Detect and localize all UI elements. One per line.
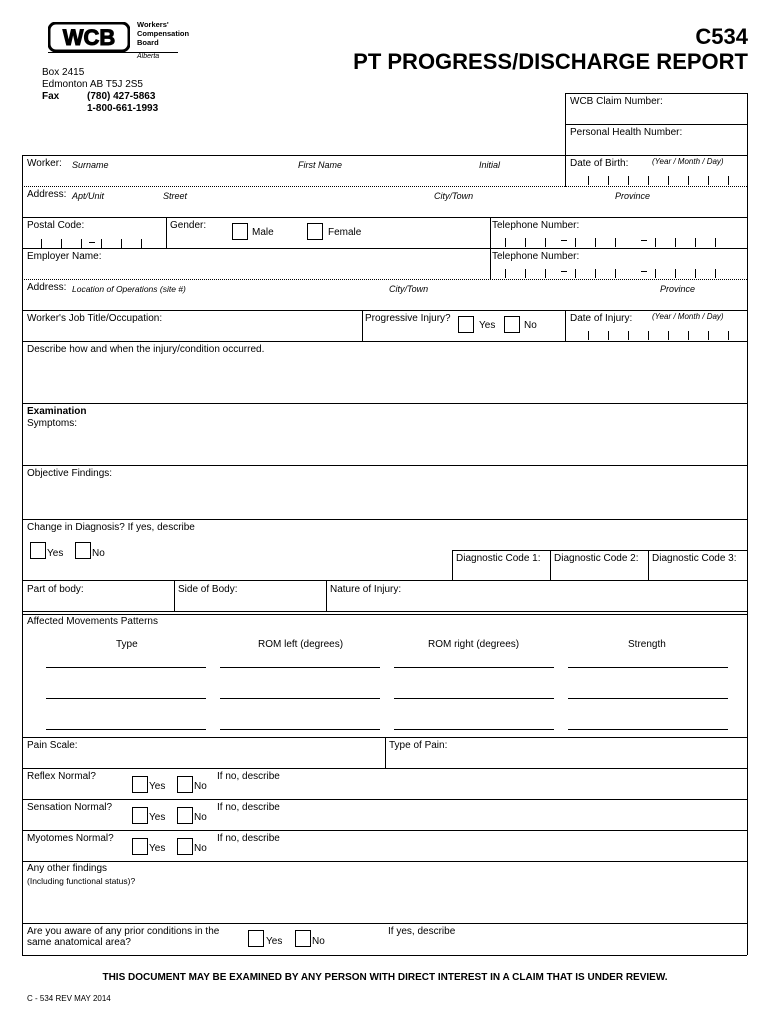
myotomes-describe-field[interactable] <box>300 832 746 860</box>
change-diagnosis-label: Change in Diagnosis? If yes, describe <box>27 522 195 533</box>
worker-telephone-label: Telephone Number: <box>492 220 580 231</box>
logo-org-line1: Workers' <box>137 20 169 29</box>
postal-code-label: Postal Code: <box>27 220 85 231</box>
sensation-no-checkbox[interactable] <box>177 807 193 824</box>
part-of-body-field[interactable] <box>23 596 173 612</box>
prior-if-yes-label: If yes, describe <box>388 926 456 937</box>
wcb-claim-number-label: WCB Claim Number: <box>570 96 663 107</box>
sensation-no-label: No <box>194 812 207 823</box>
gender-male-label: Male <box>252 227 274 238</box>
wcb-logo <box>48 22 130 52</box>
pain-scale-field[interactable] <box>23 752 384 767</box>
employer-name-field[interactable] <box>23 262 489 278</box>
worker-telephone-field[interactable] <box>491 230 746 248</box>
diagnostic-code-3-label: Diagnostic Code 3: <box>652 553 737 564</box>
doi-format: (Year / Month / Day) <box>652 312 724 321</box>
movement-rom-right-row-1[interactable] <box>394 667 554 668</box>
phn-field[interactable] <box>566 139 746 155</box>
phn-label: Personal Health Number: <box>570 127 683 138</box>
symptoms-label: Symptoms: <box>27 418 78 429</box>
pain-scale-label: Pain Scale: <box>27 740 78 751</box>
form-revision: C - 534 REV MAY 2014 <box>27 994 111 1003</box>
diagnostic-code-1-field[interactable] <box>453 565 549 580</box>
street-label: Street <box>163 191 188 201</box>
worker-name-field[interactable] <box>23 168 564 185</box>
job-title-field[interactable] <box>23 324 361 340</box>
employer-telephone-field[interactable] <box>491 261 746 279</box>
form-title: PT PROGRESS/DISCHARGE REPORT <box>353 49 748 74</box>
prior-conditions-label-line1: Are you aware of any prior conditions in the <box>27 926 220 937</box>
sensation-yes-checkbox[interactable] <box>132 807 148 824</box>
surname-label: Surname <box>72 160 109 170</box>
employer-address-field[interactable] <box>23 293 746 309</box>
movement-type-row-3[interactable] <box>46 729 206 730</box>
reflex-no-checkbox[interactable] <box>177 776 193 793</box>
diagnostic-code-1-label: Diagnostic Code 1: <box>456 553 541 564</box>
city-label: City/Town <box>434 191 474 201</box>
prior-yes-checkbox[interactable] <box>248 930 264 947</box>
employer-name-label: Employer Name: <box>27 251 102 262</box>
initial-label: Initial <box>479 160 501 170</box>
first-name-label: First Name <box>298 160 343 170</box>
objective-findings-field[interactable] <box>23 480 746 518</box>
diagnostic-code-2-field[interactable] <box>551 565 647 580</box>
employer-telephone-label: Telephone Number: <box>492 251 580 262</box>
dob-format: (Year / Month / Day) <box>652 157 724 166</box>
change-dx-no-label: No <box>92 548 105 559</box>
prior-no-checkbox[interactable] <box>295 930 311 947</box>
side-of-body-label: Side of Body: <box>178 584 238 595</box>
worker-label: Worker: <box>27 158 62 169</box>
injury-description-label: Describe how and when the injury/condition occurred. <box>27 344 265 355</box>
examination-heading: Examination <box>27 406 87 417</box>
movement-rom-left-row-1[interactable] <box>220 667 380 668</box>
prior-no-label: No <box>312 936 325 947</box>
apt-unit-label: Apt/Unit <box>72 191 105 201</box>
diagnostic-code-3-field[interactable] <box>649 565 746 580</box>
sensation-if-no-label: If no, describe <box>217 802 280 813</box>
movement-type-row-1[interactable] <box>46 667 206 668</box>
col-strength-header: Strength <box>628 639 666 650</box>
dob-label: Date of Birth: <box>570 158 629 169</box>
myotomes-yes-label: Yes <box>149 843 166 854</box>
doi-field[interactable] <box>566 323 746 341</box>
col-type-header: Type <box>116 639 138 650</box>
sensation-yes-label: Yes <box>149 812 166 823</box>
nature-of-injury-label: Nature of Injury: <box>330 584 402 595</box>
wcb-claim-number-field[interactable] <box>566 108 746 124</box>
symptoms-field[interactable] <box>23 430 746 464</box>
myotomes-yes-checkbox[interactable] <box>132 838 148 855</box>
toll-free-number: 1-800-661-1993 <box>87 103 159 114</box>
progressive-no-label: No <box>524 320 537 331</box>
injury-description-field[interactable] <box>23 356 746 402</box>
type-of-pain-label: Type of Pain: <box>389 740 448 751</box>
objective-findings-label: Objective Findings: <box>27 468 113 479</box>
movement-strength-row-1[interactable] <box>568 667 728 668</box>
nature-of-injury-field[interactable] <box>327 596 746 612</box>
svg-text:WCB: WCB <box>62 25 116 50</box>
logo-org-line3: Board <box>137 38 159 47</box>
change-dx-yes-label: Yes <box>47 548 64 559</box>
movement-rom-left-row-2[interactable] <box>220 698 380 699</box>
change-diagnosis-field[interactable] <box>220 521 746 545</box>
movement-rom-left-row-3[interactable] <box>220 729 380 730</box>
col-rom-left-header: ROM left (degrees) <box>258 639 344 650</box>
movement-type-row-2[interactable] <box>46 698 206 699</box>
dob-field[interactable] <box>566 168 746 186</box>
worker-address-label: Address: <box>27 189 67 200</box>
myotomes-if-no-label: If no, describe <box>217 833 280 844</box>
reflex-yes-label: Yes <box>149 781 166 792</box>
form-code: C534 <box>695 24 748 49</box>
progressive-injury-label: Progressive Injury? <box>365 313 451 324</box>
side-of-body-field[interactable] <box>175 596 325 612</box>
progressive-yes-label: Yes <box>479 320 496 331</box>
doi-label: Date of Injury: <box>570 313 633 324</box>
type-of-pain-field[interactable] <box>386 752 746 767</box>
employer-address-label: Address: <box>27 282 67 293</box>
reflex-yes-checkbox[interactable] <box>132 776 148 793</box>
change-dx-no-checkbox[interactable] <box>75 542 91 559</box>
other-findings-sub-label: (Including functional status)? <box>27 876 136 886</box>
postal-code-field[interactable] <box>23 230 166 248</box>
logo-sub: Alberta <box>137 53 160 60</box>
reflex-describe-field[interactable] <box>300 770 746 798</box>
gender-female-checkbox[interactable] <box>307 223 323 240</box>
employer-province-label: Province <box>660 284 696 294</box>
col-rom-right-header: ROM right (degrees) <box>428 639 520 650</box>
reflex-no-label: No <box>194 781 207 792</box>
myotomes-normal-label: Myotomes Normal? <box>27 833 114 844</box>
prior-conditions-label-line2: same anatomical area? <box>27 937 131 948</box>
location-label: Location of Operations (site #) <box>72 284 186 294</box>
wcb-logo-icon <box>48 22 130 52</box>
prior-describe-field[interactable] <box>470 925 746 954</box>
province-label: Province <box>615 191 651 201</box>
logo-org-line2: Compensation <box>137 29 190 38</box>
address-line1: Box 2415 <box>42 67 85 78</box>
other-findings-label: Any other findings <box>27 863 108 874</box>
myotomes-no-checkbox[interactable] <box>177 838 193 855</box>
prior-yes-label: Yes <box>266 936 283 947</box>
other-findings-field[interactable] <box>23 888 746 922</box>
sensation-normal-label: Sensation Normal? <box>27 802 113 813</box>
movement-strength-row-2[interactable] <box>568 698 728 699</box>
address-line2: Edmonton AB T5J 2S5 <box>42 79 143 90</box>
change-dx-yes-checkbox[interactable] <box>30 542 46 559</box>
movement-rom-right-row-3[interactable] <box>394 729 554 730</box>
employer-city-label: City/Town <box>389 284 429 294</box>
footer-notice: THIS DOCUMENT MAY BE EXAMINED BY ANY PERSON WITH DIRECT INTEREST IN A CLAIM THAT IS UNDER REVIEW. <box>102 972 668 983</box>
job-title-label: Worker's Job Title/Occupation: <box>27 313 163 324</box>
movement-rom-right-row-2[interactable] <box>394 698 554 699</box>
fax-label: Fax <box>42 91 60 102</box>
myotomes-no-label: No <box>194 843 207 854</box>
progressive-yes-checkbox[interactable] <box>458 316 474 333</box>
part-of-body-label: Part of body: <box>27 584 84 595</box>
gender-label: Gender: <box>170 220 207 231</box>
sensation-describe-field[interactable] <box>300 801 746 829</box>
gender-female-label: Female <box>328 227 362 238</box>
movement-strength-row-3[interactable] <box>568 729 728 730</box>
diagnostic-code-2-label: Diagnostic Code 2: <box>554 553 639 564</box>
worker-address-field[interactable] <box>23 200 746 216</box>
reflex-if-no-label: If no, describe <box>217 771 280 782</box>
affected-movements-label: Affected Movements Patterns <box>27 616 158 627</box>
progressive-no-checkbox[interactable] <box>504 316 520 333</box>
gender-male-checkbox[interactable] <box>232 223 248 240</box>
fax-number: (780) 427-5863 <box>87 91 156 102</box>
reflex-normal-label: Reflex Normal? <box>27 771 96 782</box>
